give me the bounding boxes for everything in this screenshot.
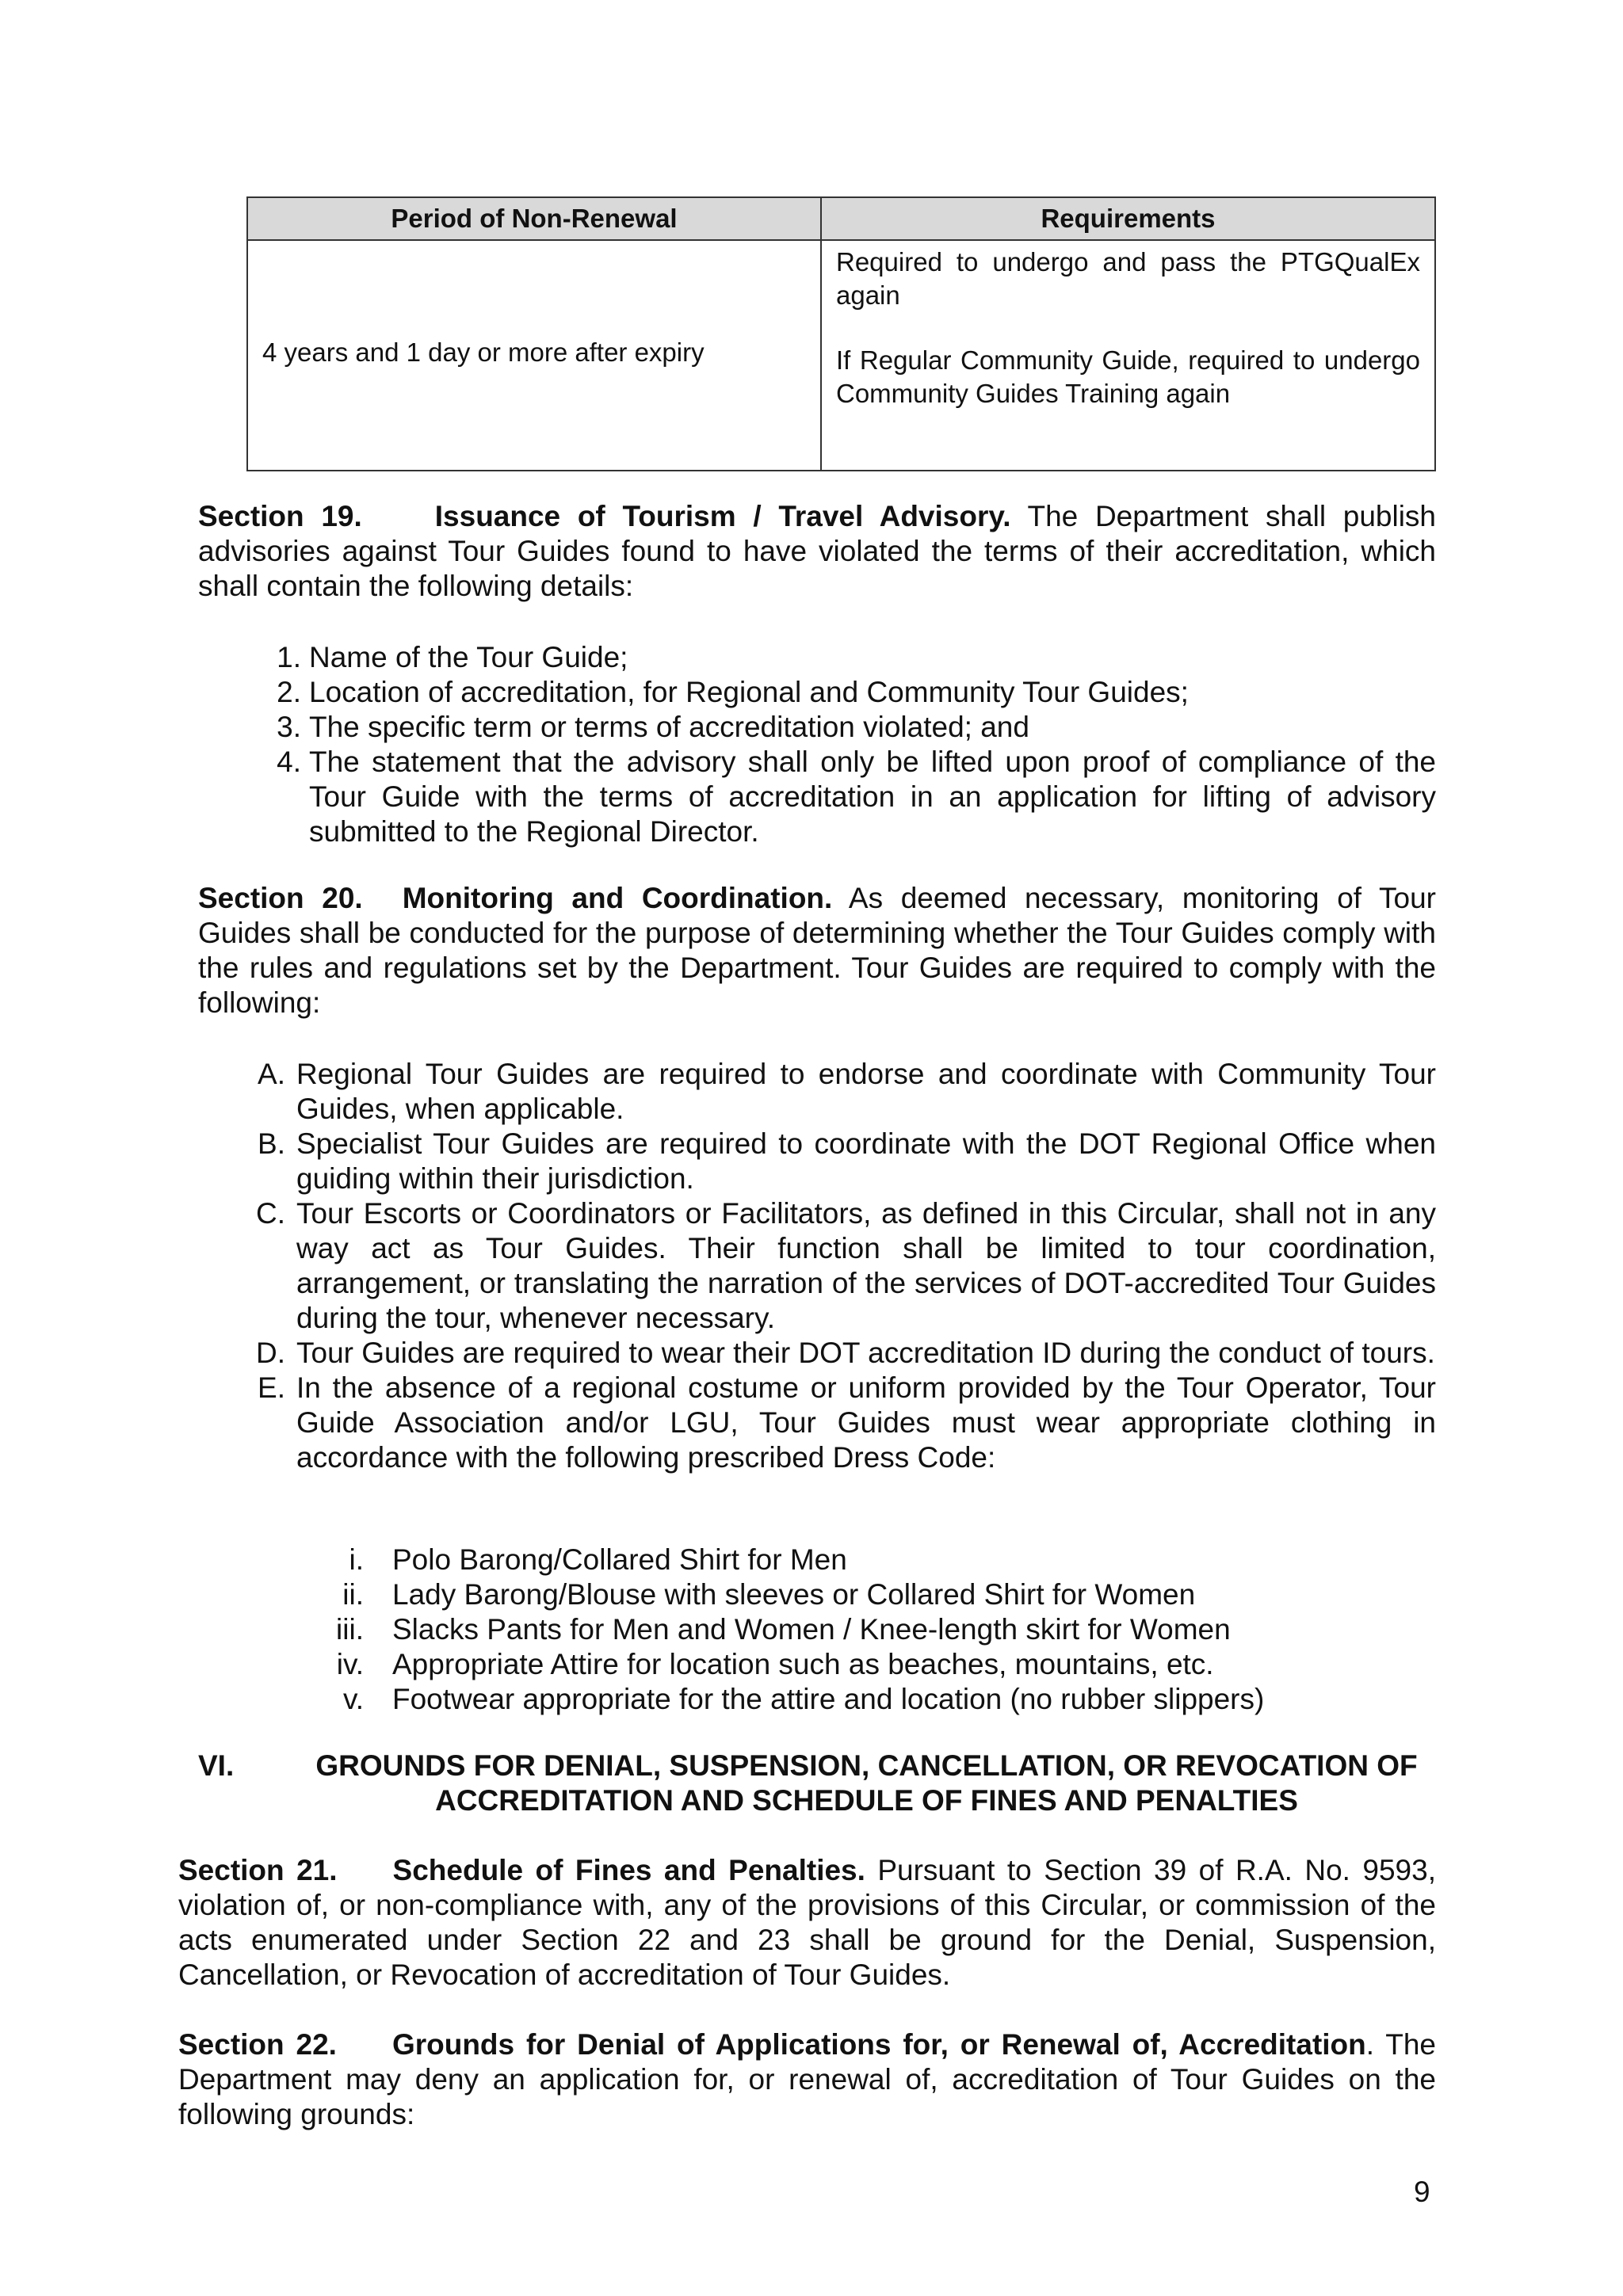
list-item: A. Regional Tour Guides are required to endorse and coordinate with Community Tour Guides, when applicable. <box>258 1058 1436 1125</box>
requirement-2: If Regular Community Guide, required to undergo Community Guides Training again <box>836 345 1420 408</box>
requirement-1: Required to undergo and pass the PTGQualEx again <box>836 247 1420 310</box>
section-19-text: The Department shall publish advisories against Tour Guides found to have violated the terms of their accreditation, which shall contain the following details: <box>198 500 1436 602</box>
list-item: 3. The specific term or terms of accreditation violated; and <box>277 711 1029 743</box>
section-22-title: Grounds for Denial of Applications for, or Renewal of, Accreditation <box>391 2028 1366 2061</box>
section-20 <box>198 881 1436 1020</box>
table-row <box>247 240 1435 471</box>
section-20-text: As deemed necessary, monitoring of Tour Guides shall be conducted for the purpose of determining whether the Tour Guides comply with the rules and regulations set by the Department. Tour Guides are required to comply with the following: <box>198 882 1436 1019</box>
table-header-row <box>247 197 1435 240</box>
part-6-heading <box>297 1749 1436 1818</box>
part-6-heading-line-2: ACCREDITATION AND SCHEDULE OF FINES AND PENALTIES <box>435 1784 1298 1817</box>
table-cell-period <box>247 240 821 471</box>
list-item: ii. Lady Barong/Blouse with sleeves or Collared Shirt for Women <box>342 1578 1196 1611</box>
section-21-text: Pursuant to Section 39 of R.A. No. 9593, violation of, or non-compliance with, any of the provisions of this Circular, or commission of the acts enumerated under Section 22 and 23 shall be ground for the Denial, Suspension, Cancellation, or Revocation of accreditation of Tour Guides. <box>178 1854 1436 1991</box>
section-22-text: . The Department may deny an application for, or renewal of, accreditation of Tour Guides on the following grounds: <box>178 2028 1436 2130</box>
section-21 <box>178 1853 1436 1993</box>
list-item: 1. Name of the Tour Guide; <box>277 641 628 673</box>
part-6-heading-line-1: GROUNDS FOR DENIAL, SUSPENSION, CANCELLATION, OR REVOCATION OF <box>315 1749 1418 1782</box>
list-item: E. In the absence of a regional costume or uniform provided by the Tour Operator, Tour Guide Association and/or LGU, Tour Guides must wear appropriate clothing in accordance with the following prescribed Dress Code: <box>258 1371 1436 1474</box>
dress-code-list <box>336 1543 1436 1717</box>
list-item: 2. Location of accreditation, for Regional and Community Tour Guides; <box>277 676 1189 708</box>
page-number: 9 <box>1414 2176 1430 2208</box>
part-6-numeral: VI. <box>198 1749 235 1782</box>
table-header-period: Period of Non-Renewal <box>247 197 821 240</box>
list-item: iii. Slacks Pants for Men and Women / Knee-length skirt for Women <box>336 1613 1231 1646</box>
list-item: B. Specialist Tour Guides are required to coordinate with the DOT Regional Office when guiding within their jurisdiction. <box>258 1127 1436 1195</box>
list-item: C. Tour Escorts or Coordinators or Facilitators, as defined in this Circular, shall not in any way act as Tour Guides. Their function shall be limited to tour coordination, arrangement, or translating the narration of the services of DOT-accredited Tour Guides during the tour, whenever necessary. <box>256 1197 1436 1334</box>
table-header-requirements: Requirements <box>821 197 1435 240</box>
section-21-title: Schedule of Fines and Penalties. <box>392 1854 865 1886</box>
period-text: 4 years and 1 day or more after expiry <box>262 338 705 367</box>
section-22-label: Section 22. <box>178 2028 337 2061</box>
list-item: v. Footwear appropriate for the attire and location (no rubber slippers) <box>342 1683 1265 1715</box>
section-19-list <box>277 640 1436 849</box>
section-20-list <box>256 1057 1436 1475</box>
list-item: i. Polo Barong/Collared Shirt for Men <box>349 1543 847 1576</box>
section-22 <box>178 2027 1436 2132</box>
section-19 <box>198 499 1436 604</box>
list-item: D. Tour Guides are required to wear their DOT accreditation ID during the conduct of tours. <box>256 1337 1435 1369</box>
section-20-title: Monitoring and Coordination. <box>402 882 833 914</box>
table-cell-requirements <box>821 240 1435 471</box>
list-item: 4. The statement that the advisory shall only be lifted upon proof of compliance of the Tour Guide with the terms of accreditation in an application for lifting of advisory submitted to the Regional Director. <box>277 746 1436 848</box>
list-item: iv. Appropriate Attire for location such as beaches, mountains, etc. <box>336 1648 1214 1680</box>
section-19-title: Issuance of Tourism / Travel Advisory. <box>434 500 1011 532</box>
non-renewal-table <box>246 196 1436 471</box>
section-20-label: Section 20. <box>198 882 363 914</box>
section-21-label: Section 21. <box>178 1854 338 1886</box>
section-19-label: Section 19. <box>198 500 362 532</box>
